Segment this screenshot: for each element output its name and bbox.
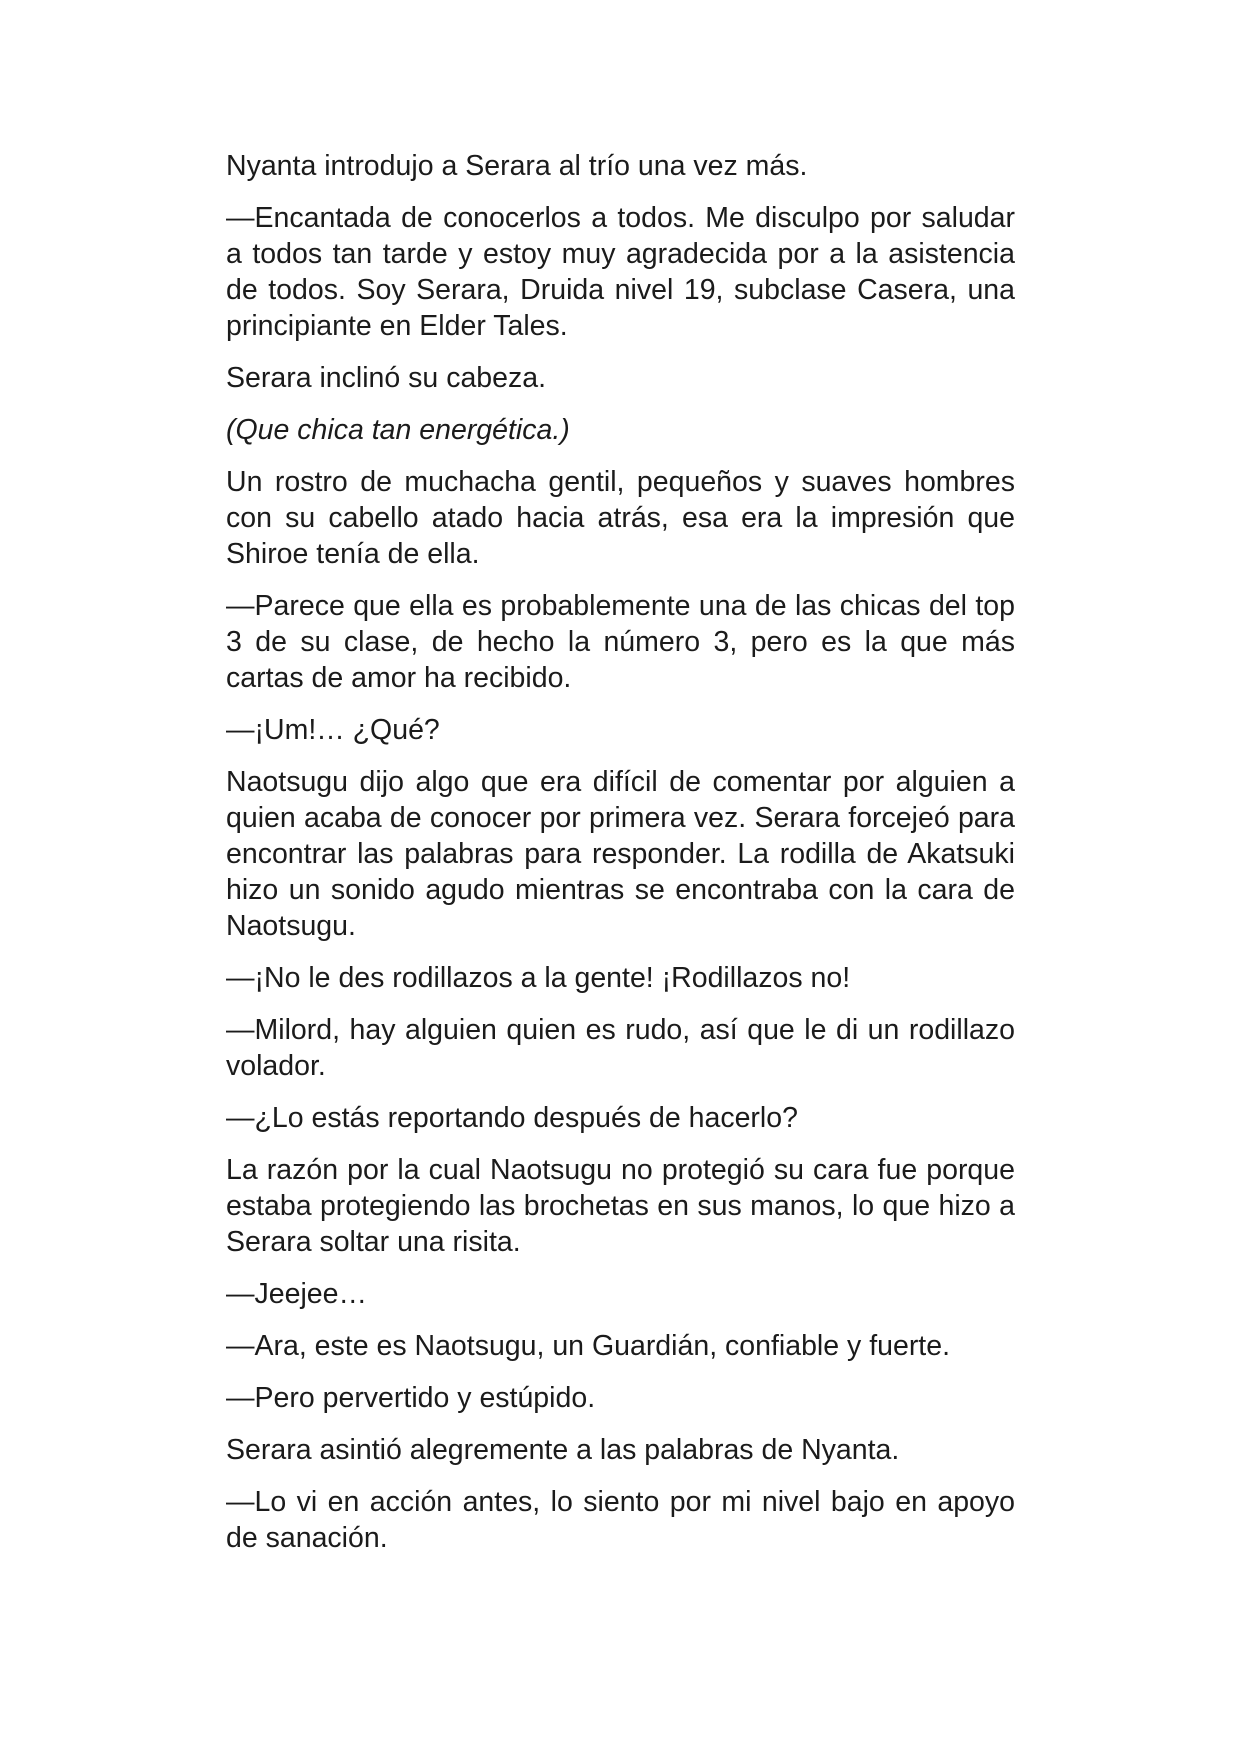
paragraph-9: —¡No le des rodillazos a la gente! ¡Rodillazos no! — [226, 962, 851, 994]
paragraph-4: (Que chica tan energética.) — [226, 414, 570, 446]
paragraph-3: Serara inclinó su cabeza. — [226, 362, 547, 394]
paragraph-15: —Pero pervertido y estúpido. — [226, 1382, 596, 1414]
paragraph-13: —Jeejee… — [226, 1278, 367, 1310]
paragraph-11: —¿Lo estás reportando después de hacerlo? — [226, 1102, 798, 1134]
paragraph-16: Serara asintió alegremente a las palabras de Nyanta. — [226, 1434, 900, 1466]
paragraph-5: Un rostro de muchacha gentil, pequeños y suaves hombres con su cabello atado hacia atrás, esa era la impresión que Shiroe tenía de ella. — [226, 466, 1015, 570]
paragraph-12: La razón por la cual Naotsugu no protegió su cara fue porque estaba protegiendo las brochetas en sus manos, lo que hizo a Serara soltar una risita. — [226, 1154, 1015, 1258]
paragraph-7: —¡Um!… ¿Qué? — [226, 714, 440, 746]
paragraph-10: —Milord, hay alguien quien es rudo, así que le di un rodillazo volador. — [226, 1014, 1015, 1082]
paragraph-6: —Parece que ella es probablemente una de las chicas del top 3 de su clase, de hecho la número 3, pero es la que más cartas de amor ha recibido. — [226, 590, 1015, 694]
paragraph-2: —Encantada de conocerlos a todos. Me disculpo por saludar a todos tan tarde y estoy muy agradecida por a la asistencia de todos. Soy Serara, Druida nivel 19, subclase Casera, una principiante en Elder Tales. — [226, 202, 1015, 342]
document-page — [226, 148, 1015, 1572]
paragraph-17: —Lo vi en acción antes, lo siento por mi nivel bajo en apoyo de sanación. — [226, 1486, 1015, 1554]
paragraph-8: Naotsugu dijo algo que era difícil de comentar por alguien a quien acaba de conocer por primera vez. Serara forcejeó para encontrar las palabras para responder. La rodilla de Akatsuki hizo un sonido agudo mientras se encontraba con la cara de Naotsugu. — [226, 766, 1015, 942]
paragraph-14: —Ara, este es Naotsugu, un Guardián, confiable y fuerte. — [226, 1330, 950, 1362]
paragraph-1: Nyanta introdujo a Serara al trío una vez más. — [226, 150, 808, 182]
